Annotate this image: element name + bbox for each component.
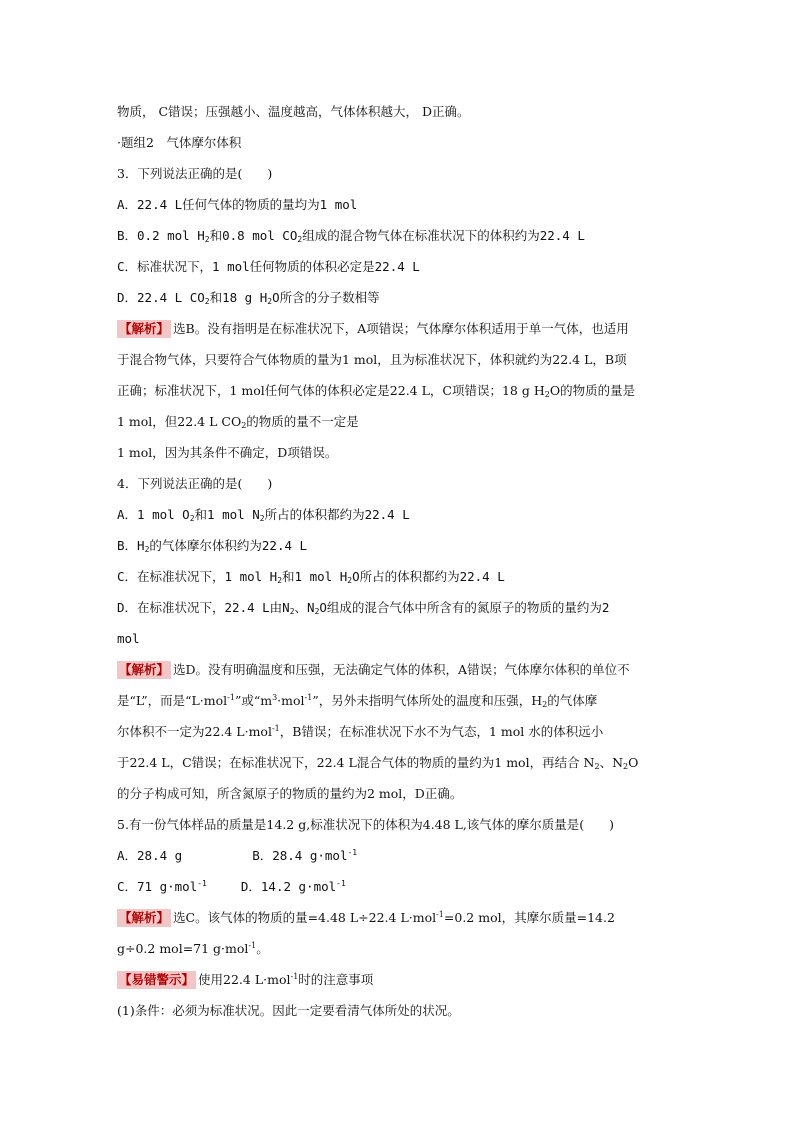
- subscript: 2: [204, 235, 210, 244]
- text-span: A．1 mol O: [117, 507, 190, 522]
- q5-analysis-line-2: [117, 940, 687, 958]
- q4-analysis-line-5: 的分子构成可知，所含氮原子的物质的量约为2 mol，D正确。: [117, 786, 463, 801]
- warning-line: [117, 971, 687, 989]
- q3-analysis-line-5: 1 mol，因为其条件不确定，D项错误。: [117, 445, 338, 460]
- subscript: 2: [623, 762, 629, 771]
- text-span: ，B错误；在标准状况下水不为气态，1 mol 水的体积远小: [279, 724, 604, 739]
- text-span: 的气体摩: [547, 693, 598, 708]
- superscript: -1: [227, 693, 235, 702]
- subscript: 2: [289, 607, 295, 616]
- text-span: C．71 g·mol: [117, 879, 198, 894]
- q4-analysis-line-3: [117, 723, 687, 741]
- text-span: ·mol: [277, 693, 305, 708]
- text-span: D．在标准状况下，22.4 L由N: [117, 600, 290, 615]
- q4-option-b: [117, 537, 687, 555]
- q5-stem: 5.有一份气体样品的质量是14.2 g,标准状况下的体积为4.48 L,该气体的摩尔质量是( ): [117, 817, 615, 832]
- q5-options-cd: [117, 878, 687, 896]
- q3-analysis-line-1: [117, 320, 687, 338]
- warning-item-1: (1)条件：必须为标准状况。因此一定要看清气体所处的状况。: [117, 1003, 460, 1018]
- q3-analysis-line-3: [117, 382, 687, 400]
- text-span: 选B。没有指明是在标准状况下，A项错误；气体摩尔体积适用于单一气体，也适用: [173, 321, 629, 336]
- text-span: 的物质的量不一定是: [246, 414, 359, 429]
- warning-tag: 【易错警示】: [119, 972, 195, 987]
- text-span: O所含的分子数相等: [272, 290, 380, 305]
- subscript: 2: [241, 421, 247, 430]
- superscript: -1: [436, 910, 444, 919]
- text-span: B．H: [117, 538, 145, 553]
- analysis-tag: 【解析】: [119, 321, 170, 336]
- text-span: C．在标准状况下，1 mol H: [117, 569, 278, 584]
- text-span: 是“L”，而是“L·mol: [117, 693, 228, 708]
- text-span: B．28.4 g·mol: [252, 848, 348, 863]
- q4-option-d-cont: mol: [117, 631, 140, 646]
- subscript: 2: [314, 607, 320, 616]
- text-span: D．22.4 L CO: [117, 290, 205, 305]
- text-span: 、N: [599, 755, 624, 770]
- subscript: 2: [189, 514, 195, 523]
- text-span: 于22.4 L，C错误；在标准状况下，22.4 L混合气体的物质的量约为1 mol，再结合 N: [117, 755, 595, 770]
- subscript: 2: [204, 297, 210, 306]
- q4-option-d: [117, 599, 687, 617]
- superscript: -1: [290, 972, 299, 981]
- text-span: O: [628, 755, 639, 770]
- superscript: -1: [336, 879, 346, 888]
- q4-analysis-line-4: [117, 754, 687, 772]
- text-span: O所占的体积都约为22.4 L: [352, 569, 505, 584]
- q4-option-a: [117, 506, 687, 524]
- text-span: g÷0.2 mol=71 g·mol: [117, 941, 249, 956]
- q3-analysis-line-4: [117, 413, 687, 431]
- q3-option-c: C．标准状况下，1 mol任何物质的体积必定是22.4 L: [117, 259, 420, 274]
- superscript: -1: [304, 693, 313, 702]
- text-span: 尔体积不一定为22.4 L·mol: [117, 724, 272, 739]
- superscript: -1: [197, 879, 207, 888]
- subscript: 2: [277, 576, 283, 585]
- text-span: O组成的混合气体中所含有的氮原子的物质的量约为2: [319, 600, 610, 615]
- text-span: O的物质的量是: [549, 383, 636, 398]
- q4-analysis-line-2: [117, 692, 687, 710]
- text-span: 正确；标准状况下，1 mol任何气体的体积必定是22.4 L，C项错误；18 g H: [117, 383, 545, 398]
- q4-analysis-line-1: [117, 661, 687, 679]
- q5-option-c: [117, 879, 207, 894]
- text-span: 。: [256, 941, 269, 956]
- superscript: -1: [347, 848, 358, 857]
- subscript: 2: [259, 514, 265, 523]
- text-span: 和1 mol H: [282, 569, 348, 584]
- q5-option-d: [241, 879, 346, 894]
- analysis-tag: 【解析】: [119, 662, 170, 677]
- q5-option-a: A．28.4 g: [117, 848, 183, 863]
- superscript: -1: [271, 724, 280, 733]
- superscript: -1: [248, 941, 257, 950]
- q3-option-d: [117, 289, 687, 307]
- subscript: 2: [297, 235, 303, 244]
- text-span: 1 mol，但22.4 L CO: [117, 414, 242, 429]
- text-span: 的气体摩尔体积约为22.4 L: [149, 538, 308, 553]
- text-span: 选C。该气体的物质的量=4.48 L÷22.4 L·mol: [173, 910, 437, 925]
- text-span: 和18 g H: [209, 290, 268, 305]
- q5-option-b: [252, 848, 357, 863]
- subscript: 2: [267, 297, 273, 306]
- text-span: 使用22.4 L·mol: [198, 972, 291, 987]
- subscript: 2: [594, 762, 600, 771]
- text-span: ”，另外未指明气体所处的温度和压强，H: [312, 693, 543, 708]
- intro-line: 物质， C错误；压强越小、温度越高，气体体积越大， D正确。: [117, 104, 470, 119]
- q3-analysis-line-2: 于混合物气体，只要符合气体物质的量为1 mol，且为标准状况下，体积就约为22.4 L，B项: [117, 352, 627, 367]
- q5-analysis-line-1: [117, 909, 687, 927]
- text-span: 和1 mol N: [194, 507, 260, 522]
- subscript: 2: [542, 700, 548, 709]
- q5-options-ab: [117, 847, 687, 865]
- text-span: 选D。没有明确温度和压强，无法确定气体的体积，A错误；气体摩尔体积的单位不: [173, 662, 630, 677]
- text-span: =0.2 mol，其摩尔质量=14.2: [443, 910, 615, 925]
- text-span: D．14.2 g·mol: [240, 879, 337, 894]
- text-span: 时的注意事项: [298, 972, 374, 987]
- subscript: 2: [544, 390, 550, 399]
- text-span: 、N: [294, 600, 315, 615]
- subscript: 2: [144, 545, 150, 554]
- subscript: 2: [347, 576, 353, 585]
- text-span: 组成的混合物气体在标准状况下的体积约为22.4 L: [302, 228, 585, 243]
- text-span: 和0.8 mol CO: [209, 228, 298, 243]
- superscript: 3: [272, 693, 278, 702]
- q4-option-c: [117, 568, 687, 586]
- q4-stem: 4．下列说法正确的是( ): [117, 476, 273, 491]
- q3-option-b: [117, 227, 687, 245]
- text-span: B．0.2 mol H: [117, 228, 205, 243]
- text-span: ”或“m: [234, 693, 273, 708]
- analysis-tag: 【解析】: [119, 910, 170, 925]
- q3-option-a: A．22.4 L任何气体的物质的量均为1 mol: [117, 197, 358, 212]
- group-title: ·题组2 气体摩尔体积: [117, 135, 242, 150]
- text-span: 所占的体积都约为22.4 L: [264, 507, 410, 522]
- q3-stem: 3．下列说法正确的是( ): [117, 166, 273, 181]
